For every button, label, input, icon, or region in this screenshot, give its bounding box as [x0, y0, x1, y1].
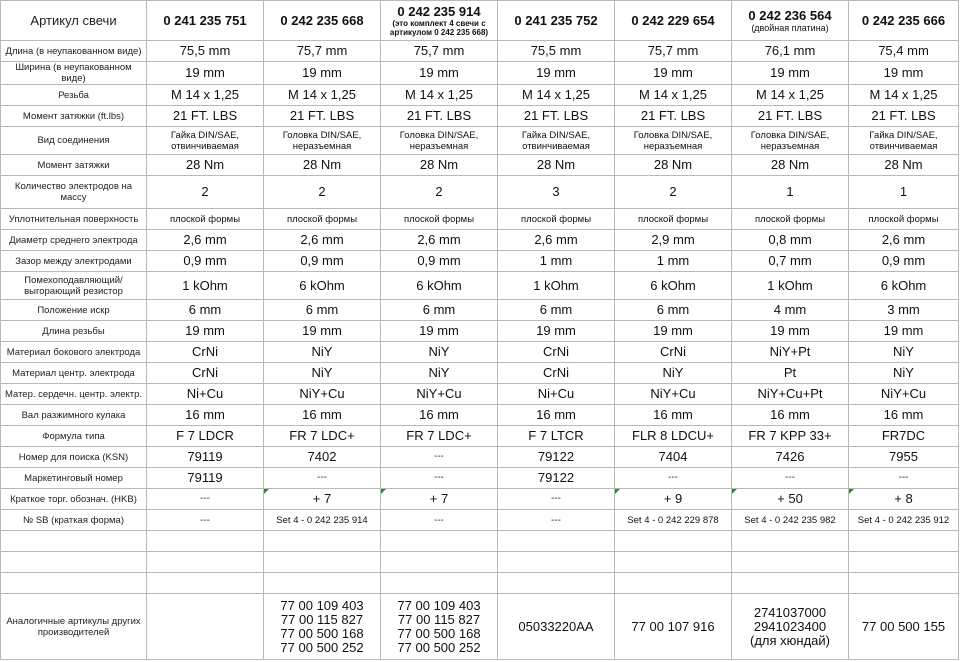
table-cell: 79119	[147, 468, 264, 489]
table-cell: CrNi	[147, 363, 264, 384]
table-row	[1, 510, 959, 531]
table-cell: 19 mm	[498, 62, 615, 85]
table-cell: F 7 LDCR	[147, 426, 264, 447]
table-cell: 19 mm	[381, 62, 498, 85]
table-cell: 77 00 500 155	[849, 594, 959, 660]
table-cell: 21 FT. LBS	[849, 106, 959, 127]
table-row	[1, 230, 959, 251]
table-cell: 4 mm	[732, 300, 849, 321]
table-cell: 75,5 mm	[147, 41, 264, 62]
table-cell: 1	[732, 176, 849, 209]
table-cell: NiY+Pt	[732, 342, 849, 363]
table-cell: + 7	[264, 489, 381, 510]
article-note: (двойная платина)	[751, 22, 829, 33]
table-cell	[498, 552, 615, 573]
table-cell: 2,6 mm	[264, 230, 381, 251]
table-cell: 79119	[147, 447, 264, 468]
table-cell: 2	[264, 176, 381, 209]
table-cell: ---	[147, 510, 264, 531]
table-cell	[264, 531, 381, 552]
table-cell: плоской формы	[147, 209, 264, 230]
article-number: 0 242 236 564	[748, 7, 832, 23]
article-number: 0 242 235 668	[280, 12, 364, 28]
table-cell: 21 FT. LBS	[264, 106, 381, 127]
table-cell: 2,9 mm	[615, 230, 732, 251]
article-number: 0 241 235 752	[514, 12, 598, 28]
table-cell: 0,9 mm	[381, 251, 498, 272]
table-cell	[381, 573, 498, 594]
table-cell: CrNi	[498, 342, 615, 363]
table-cell: + 50	[732, 489, 849, 510]
table-cell: 2,6 mm	[498, 230, 615, 251]
table-cell: ---	[381, 510, 498, 531]
table-cell: 0,9 mm	[849, 251, 959, 272]
row-label: Помехоподавляющий/ выгорающий резистор	[1, 272, 147, 300]
table-cell: ---	[381, 447, 498, 468]
table-cell: FR 7 LDC+	[381, 426, 498, 447]
table-cell: 3 mm	[849, 300, 959, 321]
column-header	[615, 1, 732, 41]
table-cell: 77 00 109 403 77 00 115 827 77 00 500 168 77 00 500 252	[381, 594, 498, 660]
table-cell: 7955	[849, 447, 959, 468]
table-cell: 1 kOhm	[732, 272, 849, 300]
table-cell: 1 mm	[498, 251, 615, 272]
table-cell: Головка DIN/SAE, неразъемная	[615, 127, 732, 155]
table-cell: 2,6 mm	[849, 230, 959, 251]
table-cell: 28 Nm	[732, 155, 849, 176]
table-cell: 1 kOhm	[498, 272, 615, 300]
row-label	[1, 552, 147, 573]
table-cell: 6 kOhm	[381, 272, 498, 300]
table-cell	[264, 552, 381, 573]
table-cell: 19 mm	[147, 62, 264, 85]
table-cell: 7402	[264, 447, 381, 468]
table-cell: 0,8 mm	[732, 230, 849, 251]
table-row	[1, 41, 959, 62]
table-cell: 75,7 mm	[381, 41, 498, 62]
table-cell: M 14 x 1,25	[498, 85, 615, 106]
table-cell: плоской формы	[732, 209, 849, 230]
column-header	[849, 1, 959, 41]
table-cell: ---	[849, 468, 959, 489]
table-cell: 28 Nm	[264, 155, 381, 176]
table-cell	[732, 552, 849, 573]
table-cell: 19 mm	[381, 321, 498, 342]
table-row	[1, 209, 959, 230]
table-row	[1, 405, 959, 426]
table-cell: 6 mm	[498, 300, 615, 321]
table-cell: Головка DIN/SAE, неразъемная	[732, 127, 849, 155]
table-cell: Гайка DIN/SAE, отвинчиваемая	[147, 127, 264, 155]
table-row	[1, 426, 959, 447]
column-header	[264, 1, 381, 41]
row-label: Краткое торг. обознач. (HKB)	[1, 489, 147, 510]
table-cell: 1 mm	[615, 251, 732, 272]
row-label	[1, 531, 147, 552]
table-cell: FR 7 LDC+	[264, 426, 381, 447]
row-label: Количество электродов на массу	[1, 176, 147, 209]
table-cell: 16 mm	[498, 405, 615, 426]
table-cell: Ni+Cu	[147, 384, 264, 405]
row-label: Ширина (в неупакованном виде)	[1, 62, 147, 85]
table-row	[1, 85, 959, 106]
table-cell: 0,9 mm	[264, 251, 381, 272]
table-cell: 19 mm	[849, 62, 959, 85]
table-cell: FR 7 KPP 33+	[732, 426, 849, 447]
table-cell: 1 kOhm	[147, 272, 264, 300]
table-cell: 21 FT. LBS	[147, 106, 264, 127]
table-cell	[381, 531, 498, 552]
table-cell: M 14 x 1,25	[264, 85, 381, 106]
row-label: № SB (краткая форма)	[1, 510, 147, 531]
column-header	[732, 1, 849, 41]
row-label: Зазор между электродами	[1, 251, 147, 272]
row-label: Резьба	[1, 85, 147, 106]
table-cell: 79122	[498, 447, 615, 468]
table-cell	[849, 573, 959, 594]
column-header	[381, 1, 498, 41]
table-cell: Set 4 - 0 242 235 912	[849, 510, 959, 531]
table-cell: 0,7 mm	[732, 251, 849, 272]
table-row	[1, 272, 959, 300]
row-label: Вид соединения	[1, 127, 147, 155]
row-label: Аналогичные артикулы других производителей	[1, 594, 147, 660]
row-label: Маркетинговый номер	[1, 468, 147, 489]
table-cell	[615, 573, 732, 594]
table-cell: 05033220AA	[498, 594, 615, 660]
table-cell	[147, 594, 264, 660]
table-cell: 75,4 mm	[849, 41, 959, 62]
table-cell: ---	[498, 510, 615, 531]
table-cell	[498, 531, 615, 552]
table-row	[1, 363, 959, 384]
table-cell: M 14 x 1,25	[615, 85, 732, 106]
table-cell	[849, 531, 959, 552]
table-cell: 19 mm	[615, 62, 732, 85]
table-cell: плоской формы	[264, 209, 381, 230]
table-cell: 6 mm	[615, 300, 732, 321]
row-label: Уплотнительная поверхность	[1, 209, 147, 230]
table-cell: 1	[849, 176, 959, 209]
table-cell: 75,5 mm	[498, 41, 615, 62]
table-cell: Головка DIN/SAE, неразъемная	[264, 127, 381, 155]
table-cell: NiY+Cu	[264, 384, 381, 405]
table-cell: 76,1 mm	[732, 41, 849, 62]
table-cell: 79122	[498, 468, 615, 489]
table-cell: 19 mm	[498, 321, 615, 342]
table-row	[1, 127, 959, 155]
table-cell: Ni+Cu	[498, 384, 615, 405]
table-row	[1, 300, 959, 321]
table-cell: NiY	[264, 363, 381, 384]
table-cell: M 14 x 1,25	[381, 85, 498, 106]
table-cell: NiY+Cu+Pt	[732, 384, 849, 405]
table-cell	[615, 531, 732, 552]
table-cell: 6 kOhm	[615, 272, 732, 300]
row-label: Длина (в неупакованном виде)	[1, 41, 147, 62]
table-cell: NiY+Cu	[615, 384, 732, 405]
table-cell: 2	[147, 176, 264, 209]
table-cell: NiY	[849, 363, 959, 384]
table-cell: Головка DIN/SAE, неразъемная	[381, 127, 498, 155]
table-cell: ---	[615, 468, 732, 489]
row-label: Диаметр среднего электрода	[1, 230, 147, 251]
table-cell: M 14 x 1,25	[849, 85, 959, 106]
table-cell: 28 Nm	[615, 155, 732, 176]
table-cell: 2,6 mm	[381, 230, 498, 251]
table-cell: 2	[615, 176, 732, 209]
table-cell	[381, 552, 498, 573]
table-cell: Pt	[732, 363, 849, 384]
table-cell: плоской формы	[498, 209, 615, 230]
table-cell: ---	[381, 468, 498, 489]
table-cell: NiY+Cu	[381, 384, 498, 405]
table-cell: 7426	[732, 447, 849, 468]
table-cell: F 7 LTCR	[498, 426, 615, 447]
table-cell: Set 4 - 0 242 229 878	[615, 510, 732, 531]
row-label: Матер. сердечн. центр. электр.	[1, 384, 147, 405]
table-cell	[147, 531, 264, 552]
table-cell	[147, 552, 264, 573]
table-cell: NiY+Cu	[849, 384, 959, 405]
table-row	[1, 573, 959, 594]
table-cell: 21 FT. LBS	[381, 106, 498, 127]
table-cell: 16 mm	[615, 405, 732, 426]
table-cell: 77 00 107 916	[615, 594, 732, 660]
table-row	[1, 251, 959, 272]
row-label: Длина резьбы	[1, 321, 147, 342]
table-cell: 28 Nm	[498, 155, 615, 176]
table-cell: CrNi	[147, 342, 264, 363]
table-cell: 2	[381, 176, 498, 209]
table-cell: плоской формы	[849, 209, 959, 230]
table-cell: FR7DC	[849, 426, 959, 447]
table-cell: 28 Nm	[849, 155, 959, 176]
table-cell: ---	[264, 468, 381, 489]
table-cell: 19 mm	[732, 62, 849, 85]
row-label: Материал бокового электрода	[1, 342, 147, 363]
table-cell: плоской формы	[381, 209, 498, 230]
table-cell: 19 mm	[264, 321, 381, 342]
table-cell: 75,7 mm	[264, 41, 381, 62]
table-row	[1, 342, 959, 363]
table-cell: 19 mm	[147, 321, 264, 342]
table-row	[1, 321, 959, 342]
table-cell: ---	[498, 489, 615, 510]
table-cell: 19 mm	[615, 321, 732, 342]
table-row	[1, 384, 959, 405]
table-row	[1, 552, 959, 573]
table-cell: 16 mm	[849, 405, 959, 426]
table-cell: 3	[498, 176, 615, 209]
table-cell: Гайка DIN/SAE, отвинчиваемая	[849, 127, 959, 155]
table-cell: + 7	[381, 489, 498, 510]
row-label: Момент затяжки (ft.lbs)	[1, 106, 147, 127]
table-cell: ---	[147, 489, 264, 510]
table-cell	[615, 552, 732, 573]
table-row	[1, 176, 959, 209]
table-cell: CrNi	[615, 342, 732, 363]
table-cell: 16 mm	[264, 405, 381, 426]
table-cell: M 14 x 1,25	[732, 85, 849, 106]
table-cell: + 8	[849, 489, 959, 510]
table-row	[1, 531, 959, 552]
table-row	[1, 447, 959, 468]
table-cell: 75,7 mm	[615, 41, 732, 62]
table-cell: 7404	[615, 447, 732, 468]
table-cell: NiY	[381, 363, 498, 384]
table-cell	[498, 573, 615, 594]
row-label: Вал разжимного кулака	[1, 405, 147, 426]
article-note: (это комплект 4 свечи с артикулом 0 242 235 668)	[389, 18, 489, 37]
table-cell: Set 4 - 0 242 235 914	[264, 510, 381, 531]
table-row	[1, 155, 959, 176]
table-cell: 21 FT. LBS	[498, 106, 615, 127]
table-cell: Гайка DIN/SAE, отвинчиваемая	[498, 127, 615, 155]
table-cell: 6 mm	[147, 300, 264, 321]
spec-table-body	[1, 1, 959, 660]
table-cell	[147, 573, 264, 594]
table-cell: 21 FT. LBS	[615, 106, 732, 127]
header-label-cell: Артикул свечи	[1, 1, 147, 41]
article-number: 0 242 235 914	[397, 3, 481, 19]
table-cell: 19 mm	[849, 321, 959, 342]
table-cell: 16 mm	[381, 405, 498, 426]
table-cell: 2741037000 2941023400 (для хюндай)	[732, 594, 849, 660]
table-row	[1, 489, 959, 510]
table-cell: 6 kOhm	[849, 272, 959, 300]
article-number: 0 242 229 654	[631, 12, 715, 28]
table-cell: 16 mm	[147, 405, 264, 426]
table-cell: 6 mm	[264, 300, 381, 321]
column-header	[498, 1, 615, 41]
table-cell: 28 Nm	[147, 155, 264, 176]
table-cell: NiY	[381, 342, 498, 363]
table-cell: FLR 8 LDCU+	[615, 426, 732, 447]
table-cell: 6 mm	[381, 300, 498, 321]
table-cell: плоской формы	[615, 209, 732, 230]
table-cell	[849, 552, 959, 573]
article-number: 0 242 235 666	[861, 12, 946, 28]
table-cell: 16 mm	[732, 405, 849, 426]
row-label: Положение искр	[1, 300, 147, 321]
table-cell: 77 00 109 403 77 00 115 827 77 00 500 168 77 00 500 252	[264, 594, 381, 660]
table-cell	[732, 573, 849, 594]
table-row	[1, 106, 959, 127]
table-cell: M 14 x 1,25	[147, 85, 264, 106]
table-cell: NiY	[615, 363, 732, 384]
table-cell: ---	[732, 468, 849, 489]
table-cell: Set 4 - 0 242 235 982	[732, 510, 849, 531]
table-cell: NiY	[849, 342, 959, 363]
table-cell: 28 Nm	[381, 155, 498, 176]
row-label: Момент затяжки	[1, 155, 147, 176]
table-cell: 19 mm	[264, 62, 381, 85]
table-row	[1, 468, 959, 489]
table-cell: 21 FT. LBS	[732, 106, 849, 127]
row-label: Формула типа	[1, 426, 147, 447]
table-row	[1, 594, 959, 660]
table-cell	[264, 573, 381, 594]
row-label	[1, 573, 147, 594]
row-label: Номер для поиска (KSN)	[1, 447, 147, 468]
row-label: Материал центр. электрода	[1, 363, 147, 384]
table-cell: 0,9 mm	[147, 251, 264, 272]
table-cell: CrNi	[498, 363, 615, 384]
table-cell: 19 mm	[732, 321, 849, 342]
table-cell: 2,6 mm	[147, 230, 264, 251]
table-cell: 6 kOhm	[264, 272, 381, 300]
column-header	[147, 1, 264, 41]
table-cell	[732, 531, 849, 552]
table-cell: + 9	[615, 489, 732, 510]
article-number: 0 241 235 751	[163, 12, 247, 28]
table-cell: NiY	[264, 342, 381, 363]
table-row	[1, 62, 959, 85]
